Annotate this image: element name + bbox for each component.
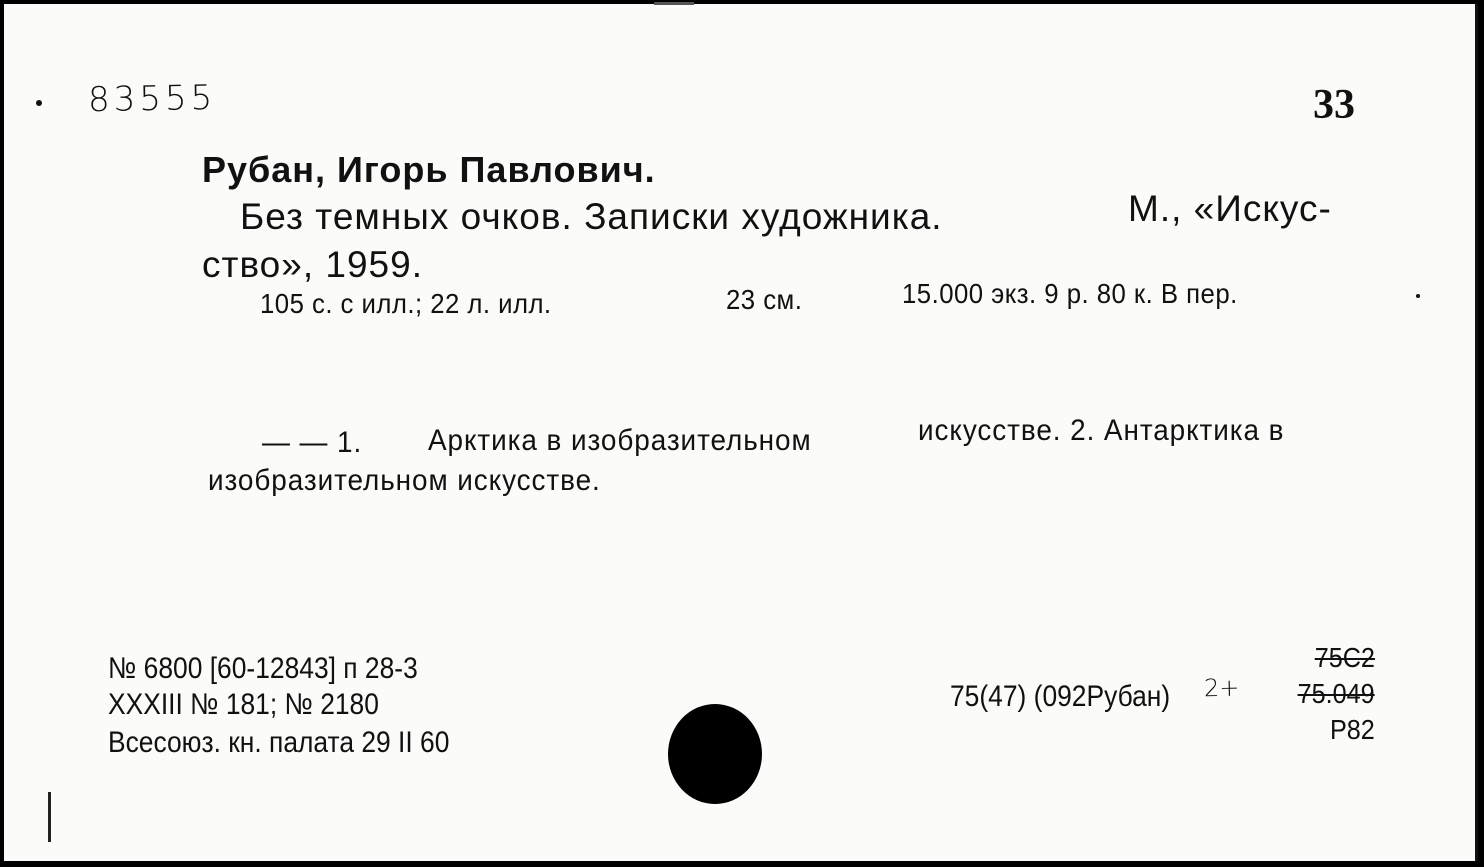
- punch-hole: [668, 704, 762, 804]
- catalog-card: [4, 4, 1478, 861]
- page-number: 33: [1313, 82, 1355, 128]
- title-line-2: ство», 1959.: [202, 244, 423, 285]
- title-line-1: Без темных очков. Записки художника.: [240, 196, 943, 237]
- subjects-lead: — — 1.: [262, 426, 363, 459]
- stray-dot: [36, 100, 42, 106]
- udc-line: 75(47) (092Рубан): [950, 680, 1171, 713]
- footer-left-line-3: Всесоюз. кн. палата 29 II 60: [108, 726, 450, 759]
- edge-mark: [654, 2, 694, 5]
- copies-price: 15.000 экз. 9 р. 80 к. В пер.: [902, 278, 1238, 309]
- edge-mark: [48, 792, 51, 842]
- publisher-place: М., «Искус-: [1128, 188, 1332, 229]
- shelf-code: Р82: [1330, 714, 1375, 745]
- physical-size: 23 см.: [726, 284, 803, 315]
- physical-pages: 105 с. с илл.; 22 л. илл.: [260, 288, 552, 319]
- accession-number: 83555: [87, 77, 217, 121]
- struck-code-2: 75.049: [1297, 678, 1375, 709]
- subjects-line-1b: искусстве. 2. Антарктика в: [918, 414, 1285, 447]
- struck-code-1: 75С2: [1314, 642, 1375, 673]
- subjects-line-2: изобразительном искусстве.: [208, 464, 601, 497]
- stray-dot: [1416, 294, 1420, 298]
- author-heading: Рубан, Игорь Павлович.: [202, 149, 656, 190]
- subjects-line-1a: Арктика в изобразительном: [428, 424, 812, 457]
- handwritten-addition: 2+: [1203, 673, 1240, 703]
- footer-left-line-1: № 6800 [60-12843] п 28-3: [108, 652, 418, 685]
- footer-left-line-2: XXXIII № 181; № 2180: [108, 688, 379, 721]
